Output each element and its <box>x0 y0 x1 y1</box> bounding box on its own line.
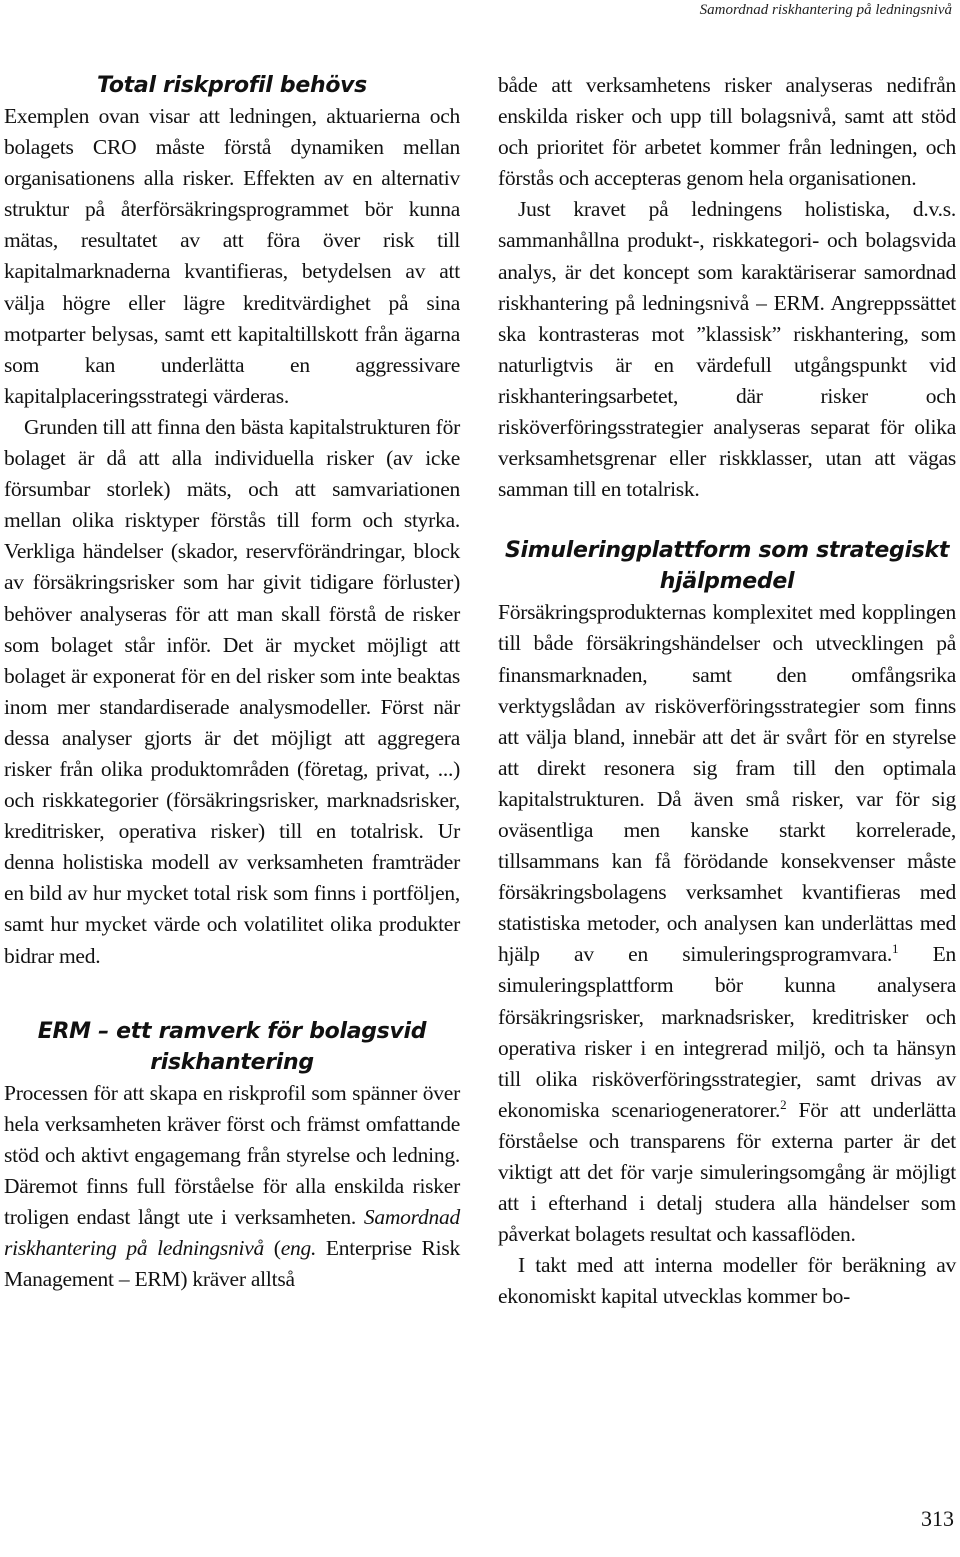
paragraph-erm-2: Just kravet på ledningens holistiska, d.v.s. sammanhållna produkt-, riskkategori- och bolagsvida analys, är det koncept som karaktäriserar samordnad riskhantering på ledningsnivå – ERM. Angreppssättet ska kontrasteras mot ”klassisk” riskhantering, som naturligtvis är en värdefull utgångspunkt vid riskhanteringsarbetet, där risker och risköverföringsstrategier analyseras separat för olika verksamhetsgrenar eller riskklasser, utan att vägas samman till en totalrisk. <box>498 197 956 502</box>
footnote-ref-2[interactable]: 2 <box>780 1096 787 1112</box>
section-heading-erm: ERM – ett ramverk för bolagsvid riskhantering <box>37 1018 427 1075</box>
paragraph-erm-continued: både att verksamhetens risker analyseras nedifrån enskilda risker och upp till bolagsnivå, samt att stöd och prioritet för arbetet kommer från ledningen, och förstås och accepteras genom hela organisationen. <box>498 73 956 191</box>
paragraph-simulering-text-c: För att underlätta förståelse och transparens för externa parter är det viktigt att det för varje simuleringsomgång är möjligt att i efterhand i detalj studera alla händelser som påverkat bolagets resultat och kassaflöden. <box>498 1097 956 1247</box>
running-head: Samordnad riskhantering på ledningsnivå <box>699 2 952 18</box>
right-column <box>498 70 956 1312</box>
paragraph-simulering-text-b: En simuleringsplattform bör kunna analysera försäkringsrisker, marknadsrisker, kreditrisker och operativa risker i en integrerad miljö, och ta hänsyn till olika risköverföringsstrategier, samt drivas av ekonomiska scenariogeneratorer. <box>498 942 956 1122</box>
left-column <box>4 70 460 1295</box>
footnote-ref-1[interactable]: 1 <box>892 941 899 957</box>
paragraph-erm-emphasis-2: eng. <box>280 1236 317 1261</box>
paragraph-erm-text-c: Enterprise Risk Management – ERM) kräver alltså <box>4 1236 460 1292</box>
paragraph-erm-text-b: ( <box>264 1236 281 1261</box>
paragraph-erm-text-a: Processen för att skapa en riskprofil som spänner över hela verksamheten kräver först och främst omfattande stöd och aktivt engagemang från styrelse och ledning. Däremot finns full förståelse för alla enskilda risker troligen endast långt ute i verksamheten. <box>4 1080 460 1229</box>
paragraph-erm-emphasis-1: Samordnad riskhantering på ledningsnivå <box>4 1205 460 1261</box>
page-number: 313 <box>921 1506 954 1531</box>
paragraph-total-riskprofil-1: Exemplen ovan visar att ledningen, aktuarierna och bolagets CRO måste förstå dynamiken mellan organisationens alla risker. Effekten av en alternativ struktur på återförsäkringsprogrammet bör kunna mätas, resultatet av att föra över risk till kapitalmarknaderna kvantifieras, betydelsen av att välja högre eller lägre kreditvärdighet på sina motparter belysas, samt ett kapitaltillskott från ägarna som kan underlätta en aggressivare kapitalplaceringsstrategi värderas. <box>4 104 460 408</box>
paragraph-erm-1 <box>4 1078 460 1296</box>
paragraph-total-riskprofil-2: Grunden till att finna den bästa kapitalstrukturen för bolaget är då att alla individuella risker (av icke försumbar storlek) mäts, och att samvariationen mellan olika risktyper förstås till form och styrka. Verkliga händelser (skador, reservförändringar, block av försäkringsrisker som har givit tidigare förluster) behöver analyseras för att man skall förstå de risker som bolaget står inför. Det är mycket möjligt att bolaget är exponerat för en del risker som inte beaktas inom mer standardiserade analysmodeller. Först när dessa analyser gjorts är det möjligt att aggregera risker från olika produktområden (företag, privat, ...) och riskkategorier (försäkringsrisker, marknadsrisker, kreditrisker, operativa risker) till en totalrisk. Ur denna holistiska modell av verksamheten framträder en bild av hur mycket total risk som finns i portföljen, samt hur mycket värde och volatilitet olika produkter bidrar med. <box>4 414 460 968</box>
section-heading-total-riskprofil: Total riskprofil behövs <box>97 73 367 98</box>
section-heading-simulering: Simuleringplattform som strategiskt hjälpmedel <box>504 538 950 595</box>
paragraph-simulering-2: I takt med att interna modeller för beräkning av ekonomiskt kapital utvecklas kommer bo- <box>498 1253 956 1309</box>
paragraph-simulering-1 <box>498 597 956 1250</box>
paragraph-simulering-text-a: Försäkringsprodukternas komplexitet med kopplingen till både försäkringshändelser och utvecklingen på finansmarknaden, samt den omfångsrika verktygslådan av risköverföringsstrategier som finns att välja bland, innebär att det är svårt för en styrelse att direkt resonera sig fram till den optimala kapitalstrukturen. Då även små risker, var för sig oväsentliga men kanske starkt korrelerade, tillsammans kan få förödande konsekvenser måste försäkringsbolagens verksamhet kvantifieras med statistiska metoder, och analysen kan underlättas med hjälp av en simuleringsprogramvara. <box>498 600 956 967</box>
